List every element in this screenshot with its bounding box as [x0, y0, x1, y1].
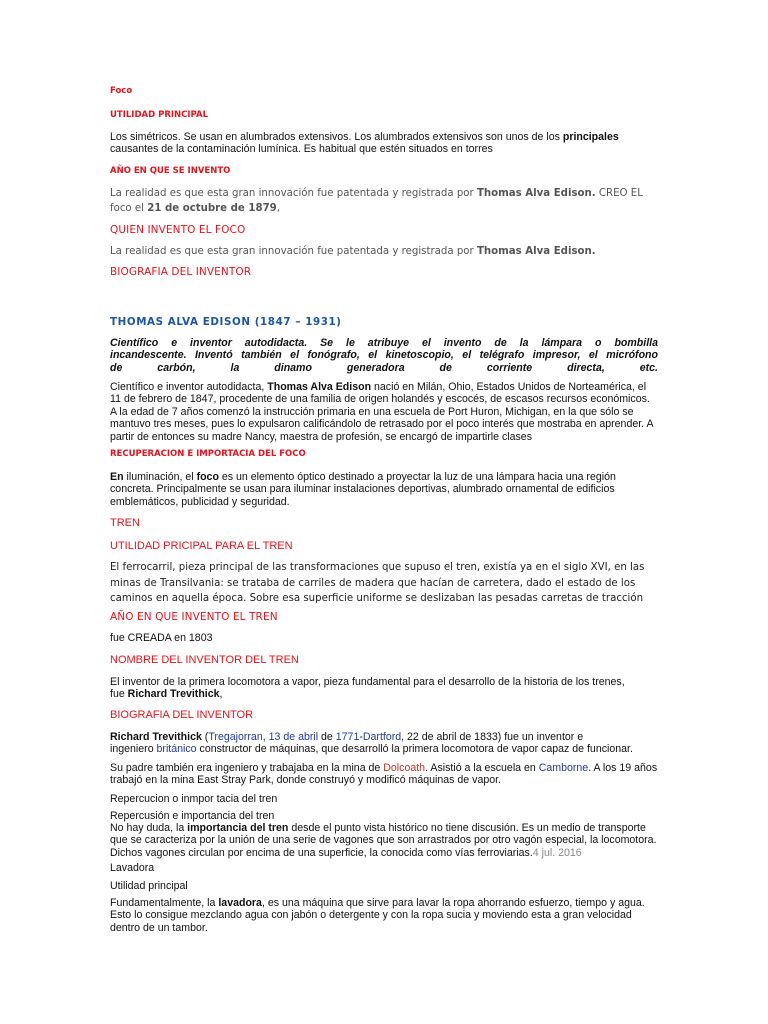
paragraph-repercusion-tren: No hay duda, la importancia del tren desde el punto vista histórico no tiene discusión. Es un medio de transporte que se caracteriza por la unión de una serie de vagones que son arrastrados por otro vagón especial, la locomotora. Dichos vagones circulan por encima de una superficie, la conocida como vías ferroviarias.4 jul. 2016 [110, 822, 657, 859]
subheading-repercusion-tren: Repercusión e importancia del tren [110, 810, 275, 822]
heading-anio-foco: AÑO EN QUE SE INVENTO [110, 166, 231, 176]
link-1771[interactable]: 1771 [335, 731, 360, 743]
paragraph-lavadora: Fundamentalmente, la lavadora, es una máquina que sirve para lavar la ropa ahorrando esfuerzo, tiempo y agua. Esto lo consigue mezclando agua con jabón o detergente y con la ropa sucia y moviendo esta a gran velocidad dentro de un tambor. [110, 897, 645, 934]
heading-utilidad-lavadora: Utilidad principal [110, 880, 188, 892]
section-title-lavadora: Lavadora [110, 862, 155, 874]
italic-line-3: de carbón, la dinamo generadora de corriente directa, etc. [110, 361, 658, 374]
heading-repercusion-tren: Repercucion o inmpor tacia del tren [110, 793, 278, 805]
heading-repercusion-foco: RECUPERACION E IMPORTACIA DEL FOCO [110, 449, 306, 459]
paragraph-anio-foco: La realidad es que esta gran innovación fue patentada y registrada por Thomas Alva Edison. CREO EL foco el 21 de octubre de 1879, [110, 188, 643, 214]
date-stamp: 4 jul. 2016 [532, 846, 582, 859]
heading-nombre-tren: NOMBRE DEL INVENTOR DEL TREN [110, 654, 299, 666]
italic-summary-edison [110, 337, 658, 374]
heading-edison: THOMAS ALVA EDISON (1847 – 1931) [110, 316, 342, 328]
italic-line-1: Científico e inventor autodidacta. Se le atribuye el invento de la lámpara o bombilla [110, 337, 658, 349]
paragraph-utilidad-foco: Los simétricos. Se usan en alumbrados extensivos. Los alumbrados extensivos son unos de los principales causantes de la contaminación lumínica. Es habitual que estén situados en torres [110, 131, 619, 156]
paragraph-quien-foco: La realidad es que esta gran innovación fue patentada y registrada por Thomas Alva Edison. [110, 246, 596, 257]
paragraph-anio-tren: fue CREADA en 1803 [110, 632, 213, 644]
section-title-foco: Foco [110, 86, 133, 96]
section-title-tren: TREN [110, 517, 140, 529]
link-dartford[interactable]: Dartford [362, 731, 402, 743]
heading-utilidad-tren: UTILIDAD PRICIPAL PARA EL TREN [110, 540, 293, 552]
paragraph-bio-edison: Científico e inventor autodidacta, Thomas Alva Edison nació en Milán, Ohio, Estados Unidos de Norteamérica, el 11 de febrero de 1847, procedente de una familia de origen holandés y escocés, de escasos recursos económicos. A la edad de 7 años comenzó la instrucción primaria en una escuela de Port Huron, Michigan, en la que sólo se mantuvo tres meses, pues lo expulsaron calificándolo de retrasado por el poco interés que mostraba en aprender. A partir de entonces su madre Nancy, maestra de profesión, se encargó de impartirle clases [110, 381, 653, 443]
link-britanico[interactable]: británico [156, 743, 197, 756]
heading-anio-tren: AÑO EN QUE INVENTO EL TREN [110, 611, 278, 623]
paragraph-repercusion-foco: En iluminación, el foco es un elemento óptico destinado a proyectar la luz de una lámpara hacia una región concreta. Principalmente se usan para iluminar instalaciones deportivas, alumbrado ornamental de edificios emblemáticos, publicidad y seguridad. [110, 471, 616, 508]
italic-line-2: incandescente. Inventó también el fonógrafo, el kinetoscopio, el telégrafo impresor, el micrófono [110, 349, 658, 362]
link-camborne[interactable]: Camborne [538, 762, 589, 774]
heading-utilidad-foco: UTILIDAD PRINCIPAL [110, 110, 208, 120]
heading-bio-tren: BIOGRAFIA DEL INVENTOR [110, 709, 254, 721]
link-13-abril[interactable]: 13 de abril [268, 731, 319, 743]
paragraph-nombre-tren: El inventor de la primera locomotora a vapor, pieza fundamental para el desarrollo de la historia de los trenes, fue Richard Trevithick, [110, 676, 625, 701]
paragraph-bio-tren: Richard Trevithick (Tregajorran, 13 de abril de 1771-Dartford, 22 de abril de 1833) fue un inventor e ingeniero británico constructor de máquinas, que desarrolló la primera locomotora de vapor capaz de funcionar. [110, 731, 633, 756]
paragraph-bio2-tren: Su padre también era ingeniero y trabajaba en la mina de Dolcoath. Asistió a la escuela en Camborne. A los 19 años trabajó en la mina East Stray Park, donde construyó y modificó máquinas de vapor. [110, 762, 658, 787]
link-dolcoath[interactable]: Dolcoath [383, 762, 426, 774]
link-tregajorran[interactable]: Tregajorran [208, 731, 263, 743]
heading-bio-foco: BIOGRAFIA DEL INVENTOR [110, 266, 252, 278]
paragraph-utilidad-tren: El ferrocarril, pieza principal de las transformaciones que supuso el tren, existía ya en el siglo XVI, en las minas de Transilvania: se trataba de carriles de madera que hacían de carretera, dado el estado de los caminos en aquella época. Sobre esa superficie uniforme se deslizaban las pesadas carretas de tracción [110, 562, 645, 604]
heading-quien-foco: QUIEN INVENTO EL FOCO [110, 224, 246, 236]
